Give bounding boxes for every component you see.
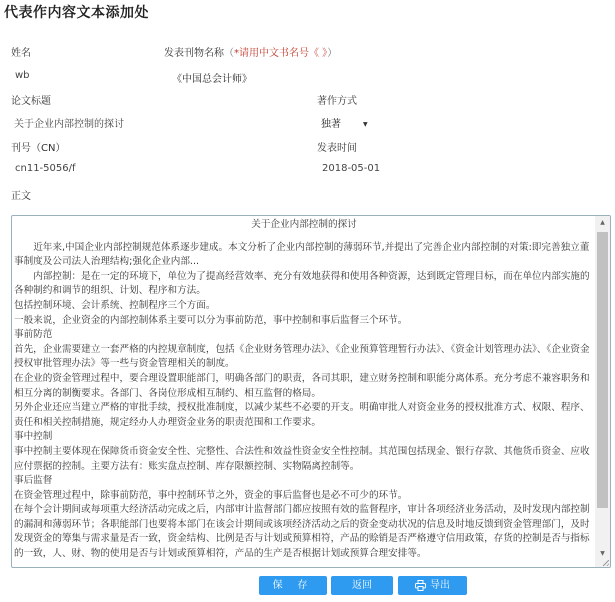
paper-title-label: 论文标题 [11, 96, 51, 107]
back-button[interactable]: 返回 [331, 576, 393, 595]
body-paragraph: 在资金管理过程中，除事前防范，事中控制环节之外，资金的事后监督也是必不可少的环节。 [14, 489, 408, 501]
body-paragraph: 在每个会计期间或每项重大经济活动完成之后，内部审计监督部门都应按照有效的监督程序，审计各项经济业务活动，及时发现内部控制的漏洞和薄弱环节；各职能部门也要将本部门在该会计期间或该项经济活动之后的资金变动状况的信息及时地反馈到资金管理部门，及时发现资金的筹集与需求量是否一致，资金结构、比例是否与计划或预算相符，产品的赊销是否严格遵守信用政策，存货的控制是否与指标的一致，人、财、物的使用是否与计划或预算相符，产品的生产是否根据计划或预算合理安排等。 [14, 504, 590, 560]
issn-label: 刊号（CN） [11, 143, 66, 154]
body-subheading: 事前防范 [14, 329, 53, 341]
paper-title-field[interactable]: 关于企业内部控制的探讨 [14, 119, 124, 130]
textarea-scrollbar[interactable] [595, 216, 610, 567]
body-paragraph: 在企业的资金管理过程中，要合理设置职能部门，明确各部门的职责，各司其职，建立财务控制和职能分离体系。充分考虑不兼容职务和相互分离的制衡要求。各部门、各岗位形成相互制约、相互监督的格局。 [14, 372, 590, 399]
body-paragraph: 事中控制主要体现在保障货币资金安全性、完整性、合法性和效益性资金安全性控制。其范围包括现金、银行存款、其他货币资金、应收应付票据的控制。主要方法有：账实盘点控制、库存限额控制、实物隔离控制等。 [14, 445, 590, 472]
scroll-up-arrow-icon[interactable]: ▲ [600, 219, 605, 226]
export-button[interactable] [398, 576, 467, 595]
issn-field[interactable]: cn11-5056/f [15, 163, 76, 174]
body-subheading: 事中控制 [14, 431, 53, 443]
body-subheading: 事后监督 [14, 475, 53, 487]
journal-hint: （*请用中文书名号《 》） [224, 48, 338, 59]
body-paragraph: 近年来,中国企业内部控制规范体系逐步建成。本文分析了企业内部控制的薄弱环节,并提出了完善企业内部控制的对策:即完善独立董事制度及公司法人治理结构;强化企业内部... [14, 241, 590, 268]
body-paragraph: 首先，企业需要建立一套严格的内控规章制度，包括《企业财务管理办法》、《企业预算管理暂行办法》、《资金计划管理办法》、《企业资金授权审批管理办法》等一些与资金管理相关的制度。 [14, 343, 590, 370]
body-paragraph: 内部控制：是在一定的环境下，单位为了提高经营效率、充分有效地获得和使用各种资源，达到既定管理目标，而在单位内部实施的各种制约和调节的组织、计划、程序和方法。 [14, 270, 590, 297]
save-button[interactable]: 保 存 [259, 576, 327, 595]
journal-label [164, 44, 337, 59]
body-textarea[interactable] [11, 215, 611, 568]
resize-grip-icon[interactable] [603, 560, 609, 566]
body-paragraph: 包括控制环境、会计系统、控制程序三个方面。 [14, 299, 216, 311]
scroll-down-arrow-icon[interactable]: ▼ [600, 550, 605, 557]
page-title: 代表作内容文本添加处 [4, 5, 149, 21]
journal-field[interactable]: 《中国总会计师》 [172, 74, 252, 85]
scroll-thumb[interactable] [597, 232, 608, 508]
authorship-label: 著作方式 [317, 96, 357, 107]
dropdown-arrow-icon: ▼ [363, 120, 368, 128]
body-label: 正文 [11, 191, 31, 202]
body-heading: 关于企业内部控制的探讨 [251, 219, 357, 230]
publish-date-field[interactable]: 2018-05-01 [322, 163, 381, 174]
printer-icon [415, 579, 426, 590]
name-label: 姓名 [11, 48, 31, 59]
authorship-select[interactable] [321, 115, 368, 130]
body-paragraph: 另外企业还应当建立严格的审批手续，授权批准制度，以减少某些不必要的开支。明确审批人对资金业务的授权批准方式、权限、程序、责任和相关控制措施，规定经办人办理资金业务的职责范围和工作要求。 [14, 402, 590, 428]
export-label: 导出 [430, 580, 450, 591]
authorship-selected: 独著 [321, 119, 341, 130]
publish-date-label: 发表时间 [317, 143, 357, 154]
journal-label-text: 发表刊物名称 [164, 48, 224, 59]
name-field[interactable]: wb [15, 70, 30, 81]
body-paragraph: 一般来说，企业资金的内部控制体系主要可以分为事前防范，事中控制和事后监督三个环节。 [14, 314, 408, 326]
body-content [14, 218, 594, 565]
